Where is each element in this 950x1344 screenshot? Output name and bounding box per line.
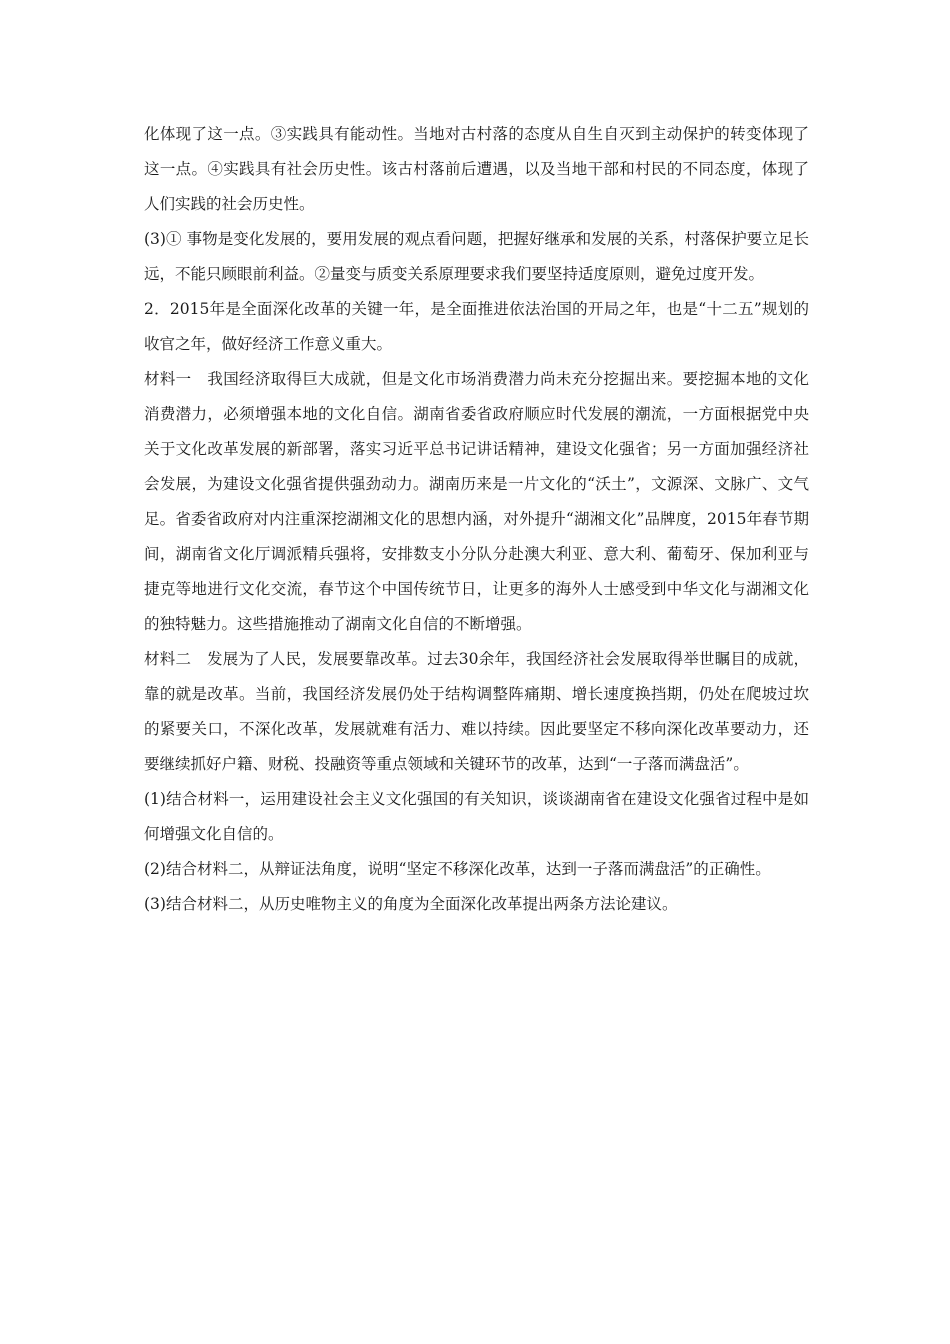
- answer-continuation-paragraph: 化体现了这一点。③实践具有能动性。当地对古村落的态度从自生自灭到主动保护的转变体现了这一点。④实践具有社会历史性。该古村落前后遭遇，以及当地干部和村民的不同态度，体现了人们实践的社会历史性。: [144, 125, 809, 213]
- sub-question-2: (2)结合材料二，从辩证法角度，说明“坚定不移深化改革，达到一子落而满盘活”的正确性。: [144, 860, 771, 878]
- answer-part-3-paragraph: (3)① 事物是变化发展的，要用发展的观点看问题，把握好继承和发展的关系，村落保护要立足长远，不能只顾眼前利益。②量变与质变关系原理要求我们要坚持适度原则，避免过度开发。: [144, 230, 809, 283]
- material-one-paragraph: 材料一 我国经济取得巨大成就，但是文化市场消费潜力尚未充分挖掘出来。要挖掘本地的文化消费潜力，必须增强本地的文化自信。湖南省委省政府顺应时代发展的潮流，一方面根据党中央关于文化改革发展的新部署，落实习近平总书记讲话精神，建设文化强省；另一方面加强经济社会发展，为建设文化强省提供强劲动力。湖南历来是一片文化的“沃土”，文源深、文脉广、文气足。省委省政府对内注重深挖湖湘文化的思想内涵，对外提升“湖湘文化”品牌度，2015年春节期间，湖南省文化厅调派精兵强将，安排数支小分队分赴澳大利亚、意大利、葡萄牙、保加利亚与捷克等地进行文化交流，春节这个中国传统节日，让更多的海外人士感受到中华文化与湖湘文化的独特魅力。这些措施推动了湖南文化自信的不断增强。: [144, 370, 809, 633]
- question-2-intro: 2．2015年是全面深化改革的关键一年，是全面推进依法治国的开局之年，也是“十二五”规划的收官之年，做好经济工作意义重大。: [144, 300, 809, 353]
- document-body: [144, 117, 809, 922]
- sub-question-3: (3)结合材料二，从历史唯物主义的角度为全面深化改革提出两条方法论建议。: [144, 895, 678, 913]
- material-two-paragraph: 材料二 发展为了人民，发展要靠改革。过去30余年，我国经济社会发展取得举世瞩目的成就，靠的就是改革。当前，我国经济发展仍处于结构调整阵痛期、增长速度换挡期，仍处在爬坡过坎的紧要关口，不深化改革，发展就难有活力、难以持续。因此要坚定不移向深化改革要动力，还要继续抓好户籍、财税、投融资等重点领域和关键环节的改革，达到“一子落而满盘活”。: [144, 650, 809, 773]
- sub-question-1: (1)结合材料一，运用建设社会主义文化强国的有关知识，谈谈湖南省在建设文化强省过程中是如何增强文化自信的。: [144, 790, 809, 843]
